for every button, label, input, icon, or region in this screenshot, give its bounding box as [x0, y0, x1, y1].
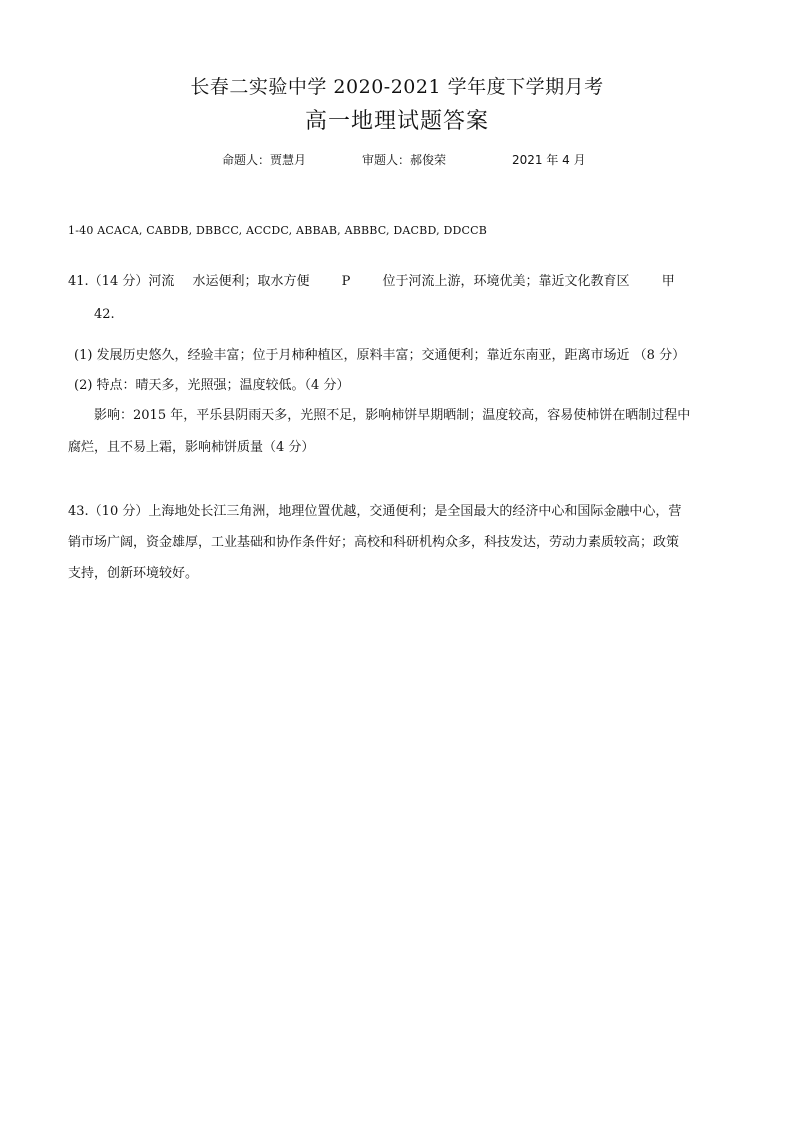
question-43-line-2: 销市场广阔，资金雄厚，工业基础和协作条件好；高校和科研机构众多，科技发达，劳动力素质较高；政策	[68, 535, 680, 550]
q41-answer-3: P	[341, 274, 351, 289]
exam-meta	[222, 151, 586, 168]
question-42-impact-line-1: 影响：2015 年，平乐县阴雨天多，光照不足，影响柿饼早期晒制；温度较高，容易使柿饼在晒制过程中	[94, 408, 691, 423]
q41-prefix: 41.（14 分）河流	[68, 274, 175, 289]
exam-date: 2021 年 4 月	[512, 153, 586, 167]
question-42-part-2: (2) 特点：晴天多，光照强；温度较低。（4 分）	[74, 378, 350, 393]
author: 命题人：贾慧月	[222, 153, 307, 167]
reviewer: 审题人：郝俊荣	[362, 153, 447, 167]
question-43-line-1: 43.（10 分）上海地处长江三角洲，地理位置优越，交通便利；是全国最大的经济中心和国际金融中心，营	[68, 504, 682, 519]
question-42-part-1: (1) 发展历史悠久，经验丰富；位于月柿种植区，原料丰富；交通便利；靠近东南亚，距离市场近 （8 分）	[74, 348, 686, 363]
subject-title: 高一地理试题答案	[304, 109, 489, 134]
exam-title: 长春二实验中学 2020-2021 学年度下学期月考	[190, 76, 604, 98]
q41-answer-2: 水运便利；取水方便	[192, 274, 310, 289]
question-43-line-3: 支持，创新环境较好。	[68, 566, 199, 581]
multiple-choice-answers: 1-40 ACACA, CABDB, DBBCC, ACCDC, ABBAB, ABBBC, DACBD, DDCCB	[68, 224, 488, 237]
q41-answer-4: 位于河流上游，环境优美；靠近文化教育区	[382, 274, 630, 289]
question-41-answer	[68, 270, 675, 289]
question-42-impact-line-2: 腐烂，且不易上霜，影响柿饼质量（4 分）	[68, 440, 315, 455]
q41-answer-5: 甲	[661, 274, 675, 289]
question-42-label: 42.	[94, 307, 115, 322]
